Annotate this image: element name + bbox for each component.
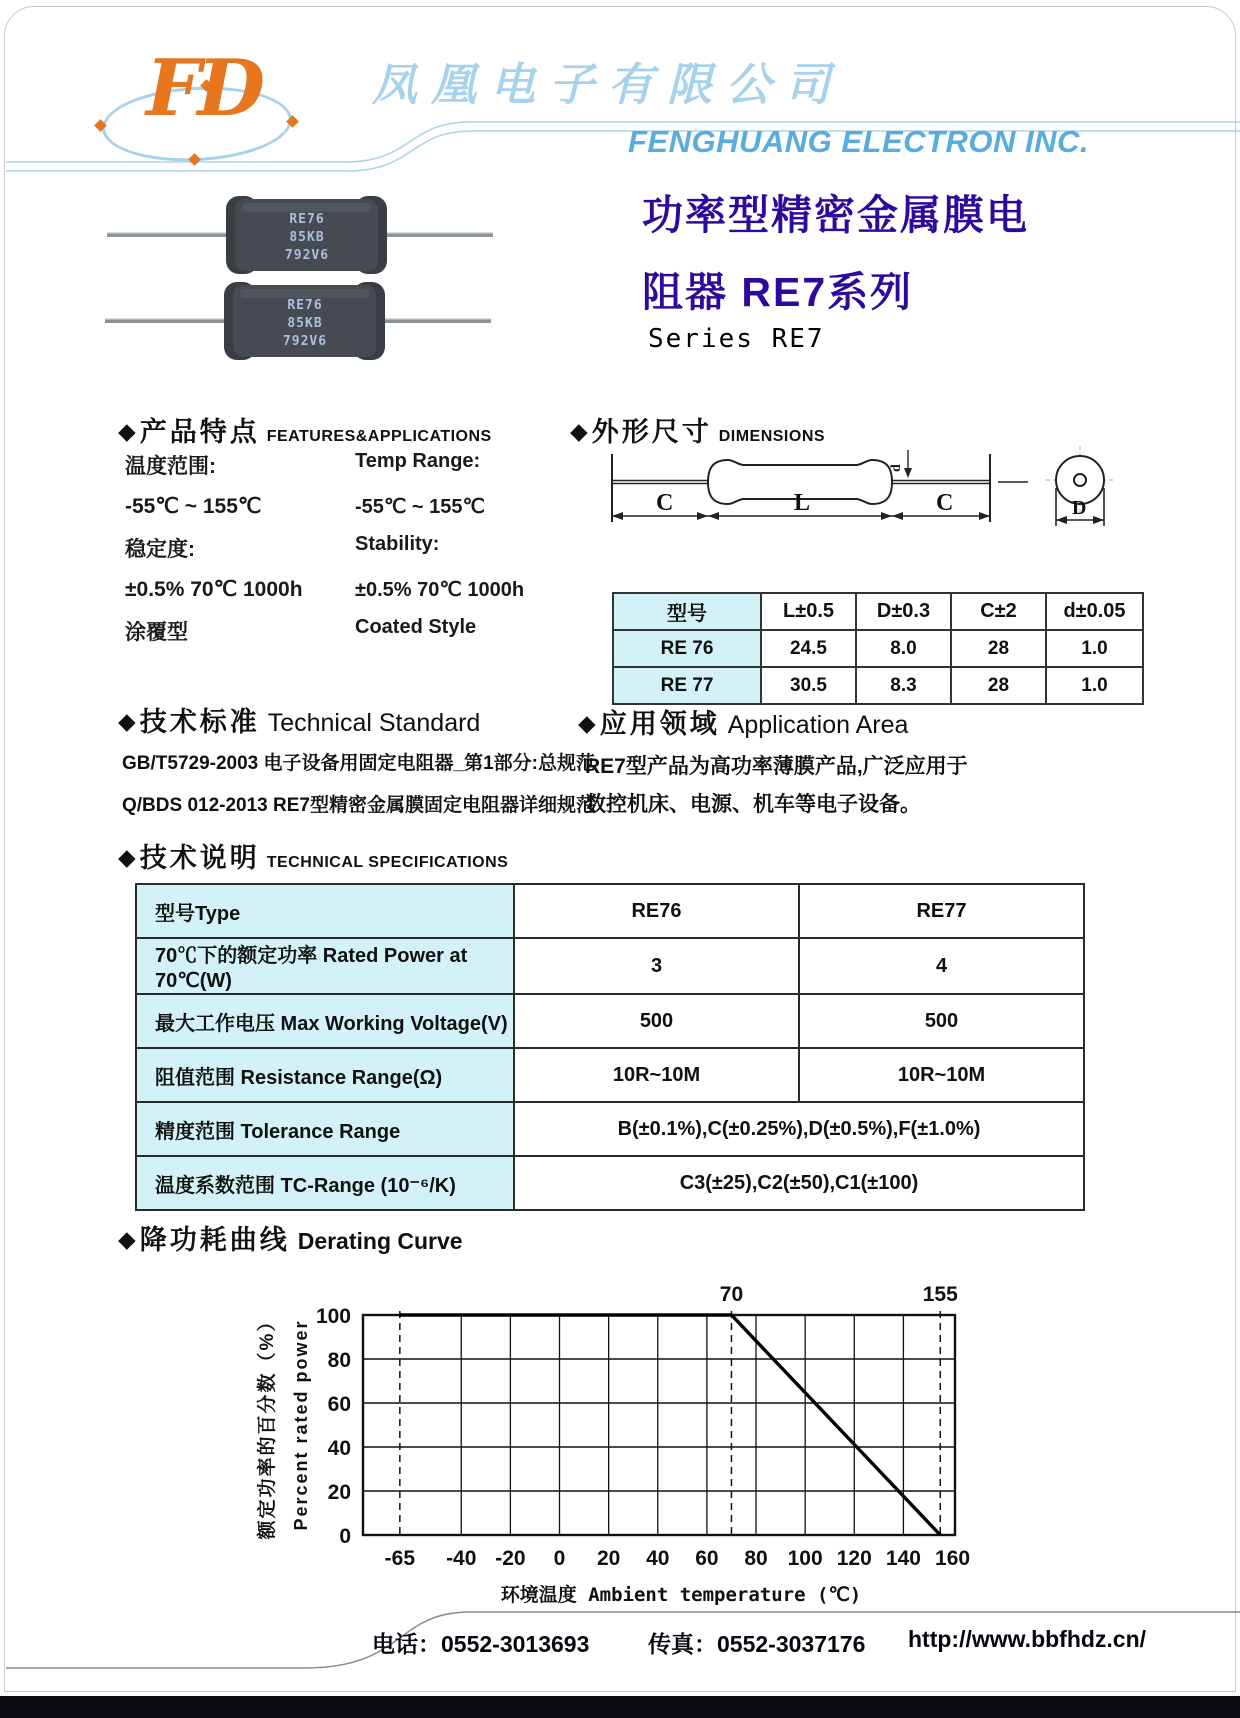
product-title	[642, 190, 1072, 344]
feature-item-cn: 稳定度:	[125, 538, 195, 561]
dims-column-header: d±0.05	[1046, 593, 1143, 630]
standard-heading-cn: 技术标准	[139, 707, 260, 737]
feature-item-cn: ±0.5% 70℃ 1000h	[125, 578, 303, 601]
diamond-bullet-icon: ◆	[578, 710, 596, 736]
table-row	[136, 1048, 1084, 1102]
y-tick-label: 80	[327, 1349, 351, 1372]
breakpoint-label: 70	[719, 1283, 744, 1306]
company-logo	[90, 35, 310, 170]
feature-item-en: ±0.5% 70℃ 1000h	[355, 579, 525, 601]
standard-line-1: GB/T5729-2003 电子设备用固定电阻器_第1部分:总规范	[122, 753, 595, 774]
website-url[interactable]: http://www.bbfhdz.cn/	[908, 1626, 1147, 1652]
resistor-photo-1	[107, 196, 493, 274]
feature-item-en: Stability:	[355, 533, 440, 555]
phone-number: 0552-3013693	[441, 1631, 590, 1657]
fax-number: 0552-3037176	[717, 1631, 866, 1657]
dims-column-header: C±2	[951, 593, 1046, 630]
product-title-line2: 阻器 RE7系列	[642, 269, 914, 315]
features-heading-cn: 产品特点	[139, 417, 260, 447]
features-heading	[118, 410, 492, 449]
y-tick-label: 60	[327, 1393, 351, 1416]
x-tick-label: 140	[885, 1547, 921, 1570]
spec-value-cell: RE76	[514, 884, 799, 938]
spec-value-cell: 10R~10M	[799, 1048, 1084, 1102]
dimension-label-c-right: C	[936, 490, 954, 516]
dimension-side-view	[612, 450, 1028, 522]
spec-label-cell: 阻值范围 Resistance Range(Ω)	[136, 1048, 514, 1102]
spec-label-cell: 最大工作电压 Max Working Voltage(V)	[136, 994, 514, 1048]
spec-value-cell: 10R~10M	[514, 1048, 799, 1102]
resistor-photo-2	[105, 282, 491, 360]
phone-label: 电话：	[372, 1631, 441, 1657]
application-heading-en: Application Area	[727, 711, 909, 739]
dimensions-table	[612, 592, 1144, 705]
spec-span-cell: B(±0.1%),C(±0.25%),D(±0.5%),F(±1.0%)	[514, 1102, 1084, 1156]
table-row	[136, 1102, 1084, 1156]
resistor-marking-line: RE76	[289, 212, 325, 227]
specs-heading-cn: 技术说明	[139, 843, 260, 873]
dimension-label-d-lead: d	[889, 464, 904, 472]
derating-heading	[118, 1218, 463, 1257]
dims-column-header: D±0.3	[856, 593, 951, 630]
dims-value-cell: 8.3	[856, 667, 951, 704]
y-tick-label: 0	[339, 1525, 351, 1548]
features-list	[125, 450, 575, 646]
product-title-line1: 功率型精密金属膜电	[642, 192, 1029, 238]
spec-label-cell: 温度系数范围 TC-Range (10⁻⁶/K)	[136, 1156, 514, 1210]
table-row	[136, 938, 1084, 994]
logo-fd-text: FD	[146, 43, 262, 134]
derating-curve	[400, 1315, 940, 1535]
table-row	[136, 884, 1084, 938]
features-heading-en: FEATURES&APPLICATIONS	[266, 428, 492, 445]
dims-column-header: L±0.5	[761, 593, 856, 630]
spec-span-cell: C3(±25),C2(±50),C1(±100)	[514, 1156, 1084, 1210]
application-heading	[578, 702, 908, 741]
x-axis-title: 环境温度 Ambient temperature (℃)	[500, 1584, 862, 1606]
derating-heading-cn: 降功耗曲线	[139, 1225, 290, 1255]
x-tick-label: 60	[695, 1547, 719, 1570]
resistor-marking-line: 792V6	[282, 334, 328, 349]
resistor-marking-line: 85KB	[287, 316, 323, 331]
feature-item-cn: -55℃ ~ 155℃	[125, 495, 262, 518]
fax-label: 传真：	[648, 1631, 717, 1657]
application-line-2: 数控机床、电源、机车等电子设备。	[585, 793, 921, 816]
spec-label-cell: 精度范围 Tolerance Range	[136, 1102, 514, 1156]
dims-value-cell: 30.5	[761, 667, 856, 704]
y-tick-label: 20	[327, 1481, 351, 1504]
specs-heading	[118, 836, 508, 875]
resistor-product-photo	[95, 188, 505, 368]
dimension-label-c-left: C	[656, 490, 674, 516]
y-axis-title-cn: 额定功率的百分数（%）	[257, 1310, 278, 1540]
feature-item-cn: 涂覆型	[125, 621, 188, 644]
dimension-label-d-body: D	[1072, 497, 1087, 519]
diamond-bullet-icon: ◆	[118, 418, 136, 444]
dims-model-cell: RE 76	[613, 630, 761, 667]
company-name-en: FENGHUANG ELECTRON INC.	[628, 124, 1089, 159]
dimension-label-l: L	[794, 490, 811, 516]
dimension-drawing	[560, 442, 1150, 590]
diamond-bullet-icon: ◆	[118, 708, 136, 734]
spec-value-cell: RE77	[799, 884, 1084, 938]
spec-value-cell: 500	[799, 994, 1084, 1048]
dimensions-heading-en: DIMENSIONS	[718, 428, 826, 445]
x-tick-label: 100	[787, 1547, 823, 1570]
resistor-marking-line: RE76	[287, 298, 323, 313]
dims-column-header: 型号	[613, 593, 761, 630]
footer-website-link[interactable]	[908, 1626, 1146, 1653]
dimensions-heading-cn: 外形尺寸	[591, 417, 712, 447]
x-tick-label: -65	[384, 1547, 416, 1570]
standard-heading-en: Technical Standard	[267, 709, 481, 737]
table-row	[613, 630, 1143, 667]
spec-label-cell: 70℃下的额定功率 Rated Power at 70℃(W)	[136, 938, 514, 994]
plot-border	[363, 1315, 955, 1535]
diamond-bullet-icon: ◆	[118, 844, 136, 870]
x-tick-label: 120	[836, 1547, 872, 1570]
dims-value-cell: 24.5	[761, 630, 856, 667]
bottom-bar	[0, 1696, 1240, 1718]
table-row	[136, 994, 1084, 1048]
spec-label-cell: 型号Type	[136, 884, 514, 938]
x-tick-label: 80	[744, 1547, 768, 1570]
x-tick-label: 20	[596, 1547, 621, 1570]
x-tick-label: 160	[935, 1547, 971, 1570]
x-tick-label: -40	[446, 1547, 477, 1570]
dims-value-cell: 28	[951, 667, 1046, 704]
company-name-cn: 凤凰电子有限公司	[372, 58, 845, 111]
dims-value-cell: 1.0	[1046, 630, 1143, 667]
specifications-table	[135, 883, 1085, 1211]
x-tick-label: 0	[553, 1547, 566, 1570]
derating-heading-en: Derating Curve	[297, 1228, 463, 1254]
table-row	[613, 667, 1143, 704]
application-heading-cn: 应用领域	[599, 709, 720, 739]
table-row	[136, 1156, 1084, 1210]
dims-value-cell: 1.0	[1046, 667, 1143, 704]
x-tick-label: 40	[646, 1547, 670, 1570]
y-tick-label: 40	[327, 1437, 351, 1460]
standard-line-2: Q/BDS 012-2013 RE7型精密金属膜固定电阻器详细规范	[122, 795, 595, 816]
feature-item-en: Temp Range:	[355, 450, 481, 472]
breakpoint-label: 155	[922, 1283, 958, 1306]
spec-value-cell: 4	[799, 938, 1084, 994]
spec-value-cell: 3	[514, 938, 799, 994]
specs-heading-en: TECHNICAL SPECIFICATIONS	[266, 854, 509, 871]
table-header-row	[613, 593, 1143, 630]
y-axis-title-en: Percent rated power	[291, 1319, 311, 1531]
resistor-marking-line: 792V6	[284, 248, 330, 263]
dims-value-cell: 28	[951, 630, 1046, 667]
diamond-bullet-icon: ◆	[118, 1226, 136, 1252]
footer-fax	[648, 1626, 865, 1659]
x-tick-label: -20	[495, 1547, 526, 1570]
y-tick-label: 100	[315, 1305, 351, 1328]
product-series: Series RE7	[648, 324, 825, 354]
standard-heading	[118, 700, 480, 739]
diamond-bullet-icon: ◆	[570, 418, 588, 444]
feature-item-en: -55℃ ~ 155℃	[355, 496, 485, 518]
application-line-1: RE7型产品为高功率薄膜产品,广泛应用于	[585, 755, 968, 778]
feature-item-en: Coated Style	[355, 616, 477, 638]
dims-model-cell: RE 77	[613, 667, 761, 704]
resistor-marking-line: 85KB	[289, 230, 325, 245]
feature-item-cn: 温度范围:	[125, 455, 216, 478]
dims-value-cell: 8.0	[856, 630, 951, 667]
footer-swoosh-line	[0, 1560, 1240, 1690]
footer-phone	[372, 1626, 589, 1659]
spec-value-cell: 500	[514, 994, 799, 1048]
